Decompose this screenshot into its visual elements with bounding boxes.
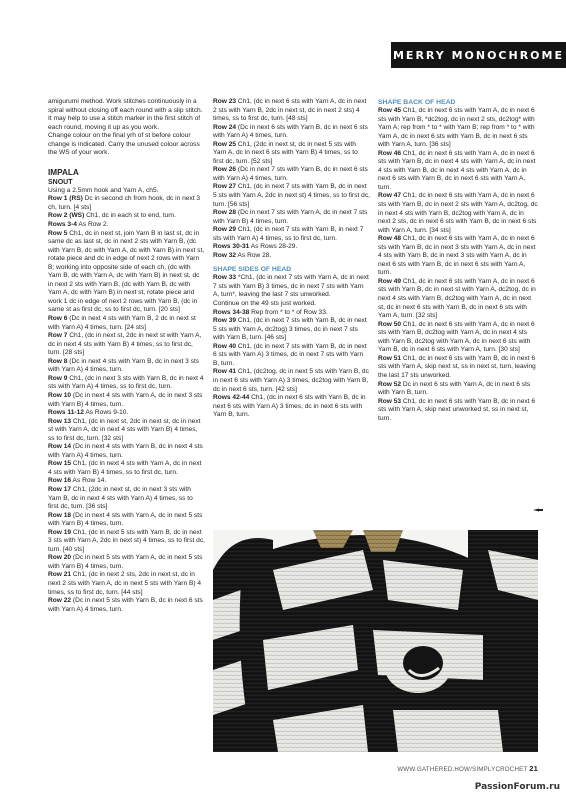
head-rows <box>213 98 370 260</box>
snout-rows <box>48 195 205 614</box>
row-label: Row 45 <box>378 107 402 114</box>
row-text: Ch1, (dc in next 2 sts, 2dc in next st, dc in next 2 sts with Yarn A, dc in next 5 sts with Yarn B) 4 times, ss to first dc, turn. [44 sts] <box>48 571 202 596</box>
row-label: Row 27 <box>213 183 237 191</box>
pattern-row <box>48 571 205 597</box>
row-text: Ch1, dc in next 6 sts with Yarn A, dc in next 6 sts with Yarn B, dc2tog with Yarn A, dc in next 4 sts with Yarn B, dc2tog with Yarn A, dc in next 6 sts with Yarn B, dc in next 6 sts with Yarn A, turn. [30 sts] <box>378 320 535 354</box>
pattern-row <box>48 409 205 418</box>
pattern-row <box>48 529 205 555</box>
row-text: (Dc in next 7 sts with Yarn B, dc in next 6 sts with Yarn A) 4 times, turn. <box>213 166 368 182</box>
pattern-row <box>378 355 538 381</box>
row-label: Row 47 <box>378 192 402 200</box>
row-label: Row 8 <box>48 357 68 365</box>
pattern-row <box>213 343 370 369</box>
row-text: Ch1, dc in next st, join Yarn B in last st, dc in same dc as last st, dc in next 2 sts with Yarn B, (dc with Yarn B, dc with Yarn A, dc with Yarn B) in next st, rotate piece and dc in edge of next 2 rows with Yarn B; working into opposite side of each ch, (dc with Yarn B, dc with Yarn A, dc with Yarn B) in next st, dc in next 2 sts with Yarn B, (dc with Yarn B, dc with Yarn A, dc with Yarn B) in next st, rotate piece and work 1 dc in edge of next 2 rows with Yarn B, (dc in same st as first dc, ss to first dc, turn. [20 sts] <box>48 229 205 314</box>
using-instruction: Using a 2.5mm hook and Yarn A, ch5. <box>48 186 159 194</box>
pattern-row <box>213 252 370 261</box>
row-text: Ch1, dc in next 6 sts with Yarn A, dc in next 6 sts with Yarn B, dc in next 4 sts with Yarn A, dc in next 4 sts with Yarn B, dc in next 4 sts with Yarn A, dc in next 6 sts with Yarn B, dc in next 6 sts with Yarn A, turn. <box>378 149 536 191</box>
row-label: Row 1 (RS) <box>48 195 83 203</box>
row-text: Dc in next 6 sts with Yarn A, dc in next 6 sts with Yarn B, turn. <box>378 380 531 397</box>
row-label: Rows 30-31 <box>213 243 250 251</box>
row-text: As Row 28. <box>236 251 272 259</box>
watermark: PassionForum.ru <box>474 782 560 792</box>
row-text: (Dc in next 7 sts with Yarn A, dc in next 7 sts with Yarn B) 4 times, turn. <box>213 209 368 225</box>
row-label: Rows 11-12 <box>48 409 84 417</box>
pattern-row <box>48 512 205 529</box>
crochet-impala-image <box>213 530 538 752</box>
column-3 <box>378 98 538 423</box>
pattern-row <box>48 392 205 409</box>
row-text: (Dc in next 5 sts with Yarn A, dc in next 5 sts with Yarn B) 4 times, turn. <box>48 554 203 570</box>
pattern-row <box>48 230 205 315</box>
row-label: Row 16 <box>48 477 72 485</box>
pattern-row <box>48 315 205 332</box>
pattern-row <box>213 243 370 252</box>
intro-paragraph-2: Change colour on the final yrh of st before colour change is indicated. Carry the unused colour across the WS of your work. <box>48 132 200 157</box>
pattern-row <box>48 358 205 375</box>
footer-url: WWW.GATHERED.HOW/SIMPLYCROCHET <box>397 766 528 773</box>
row-label: Row 21 <box>48 571 72 579</box>
row-label: Row 49 <box>378 277 402 285</box>
pattern-row <box>213 98 370 124</box>
row-label: Row 14 <box>48 443 72 451</box>
row-text: As Row 2. <box>76 221 109 229</box>
pattern-row <box>213 166 370 183</box>
row-text: Ch1, (dc in next st, 2dc in next st, dc in next st with Yarn A, dc in next 4 sts with Yarn B) 4 times, ss to first dc, turn. [32 sts] <box>48 417 201 442</box>
pattern-row <box>213 309 370 318</box>
row-text: Ch1, dc in next 6 sts with Yarn A, dc in next 6 sts with Yarn B, *dc2tog, dc in next 2 sts, dc2tog* with Yarn A; rep from * to * with Yarn B; rep from * to * with Yarn A, dc in next 6 sts with Yarn B, dc in next 6 sts with Yarn A, turn. [36 sts] <box>378 107 535 149</box>
row-text: Ch1, (dc in next 3 sts with Yarn B, dc in next 4 sts with Yarn A) 4 times, ss to first dc, turn. <box>48 374 204 391</box>
row-label: Row 24 <box>213 123 237 131</box>
row-label: Row 33 <box>213 274 237 282</box>
row-label: Row 15 <box>48 460 72 468</box>
pattern-row <box>48 212 205 221</box>
pattern-row <box>213 317 370 343</box>
row-label: Row 26 <box>213 166 237 174</box>
row-label: Row 6 <box>48 315 68 323</box>
row-label: Row 13 <box>48 417 72 425</box>
row-label: Row 52 <box>378 380 402 388</box>
row-label: Row 17 <box>48 485 72 493</box>
pattern-row <box>213 141 370 167</box>
section-tag: MERRY MONOCHROME <box>391 42 566 68</box>
row-label: Row 32 <box>213 251 237 259</box>
row-label: Row 53 <box>378 397 402 405</box>
page-number: 21 <box>529 764 538 773</box>
header-bar <box>0 0 566 30</box>
row-text: Ch1, (2dc in next st, dc in next 3 sts with Yarn B, dc in next 4 sts with Yarn A) 4 times, ss to first dc, turn. [36 sts] <box>48 485 193 511</box>
snout-title: SNOUT <box>48 178 73 186</box>
row-label: Row 10 <box>48 391 72 399</box>
row-text: As Rows 28-29. <box>249 243 298 251</box>
row-text: Ch1, dc in next 6 sts with Yarn B, dc in next 6 sts with Yarn A, skip next st, ss in next st, turn, leaving the last 17 sts unworked. <box>378 354 536 379</box>
row-label: Row 48 <box>378 235 402 243</box>
row-text: (Dc in next 4 sts with Yarn A, dc in next 3 sts with Yarn B) 4 times, turn. <box>48 391 203 408</box>
row-text: Ch1, (dc in next 7 sts with Yarn B, in next 7 sts with Yarn A) 4 times, ss to first dc, turn. <box>213 226 364 242</box>
pattern-row <box>48 597 205 614</box>
row-text: *Ch1, (dc in next 7 sts with Yarn A, dc in next 7 sts with Yarn B) 3 times, dc in next 7 sts with Yarn A, turn*, leaving the last 7 sts unworked. <box>213 274 369 299</box>
pattern-row <box>213 183 370 209</box>
row-text: Dc in second ch from hook, dc in next 3 ch, turn. [4 sts] <box>48 195 201 211</box>
pattern-row <box>378 398 538 424</box>
row-text: Ch1, dc in each st to end, turn. <box>84 212 176 220</box>
row-label: Row 51 <box>378 354 402 362</box>
row-label: Row 41 <box>213 368 237 376</box>
row-text: (Dc in next 4 sts with Yarn A, dc in next 5 sts with Yarn B) 4 times, turn. <box>48 511 203 528</box>
pattern-row <box>48 554 205 571</box>
pattern-row <box>378 381 538 398</box>
pattern-row <box>378 150 538 193</box>
page-footer <box>397 764 538 773</box>
row-text: As Rows 9-10. <box>83 409 129 417</box>
row-label: Row 23 <box>213 98 237 105</box>
pattern-row <box>213 209 370 226</box>
pattern-row <box>213 274 370 300</box>
row-label: Row 46 <box>378 149 402 157</box>
row-label: Rows 3-4 <box>48 221 77 229</box>
row-label: Row 18 <box>48 511 72 519</box>
row-label: Row 50 <box>378 320 402 328</box>
row-text: (Dc in next 6 sts with Yarn B, dc in next 6 sts with Yarn A) 4 times, turn. <box>213 123 368 140</box>
row-label: Row 22 <box>48 597 72 605</box>
row-text: Ch1, (dc in next 6 sts with Yarn B, dc in next 6 sts with Yarn A) 3 times, dc in next 6 sts with Yarn B, turn. <box>213 394 366 419</box>
pattern-row <box>213 368 370 394</box>
row-label: Row 20 <box>48 554 72 562</box>
pattern-title: IMPALA <box>48 167 79 177</box>
pattern-row <box>48 443 205 460</box>
intro-paragraph: amigurumi method. Work stitches continuously in a spiral without closing off each round with a slip stitch. It may help to use a stitch marker in the first stitch of each round, moving it up as you work. <box>48 98 203 131</box>
pattern-row <box>48 418 205 444</box>
row-text: Rep from * to * of Row 33. <box>249 308 328 316</box>
row-text: Ch1, dc in next 6 sts with Yarn A, dc in next 6 sts with Yarn B, dc in next 2 sts with Yarn A, dc2tog, dc in next 4 sts with Yarn B, dc2tog with Yarn A, dc in next 2 sts, dc in next 6 sts with Yarn B, dc in next 6 sts with Yarn A, turn. [34 sts] <box>378 192 538 234</box>
continue-note: Continue on the 49 sts just worked. <box>213 300 316 308</box>
row-text: Ch1, (dc2tog, dc in next 5 sts with Yarn B, dc in next 6 sts with Yarn A) 3 times, dc2tog with Yarn B, dc in next 6 sts, turn. [42 sts] <box>213 368 369 393</box>
back-rows <box>378 107 538 423</box>
column-2 <box>213 98 370 420</box>
pattern-row <box>48 375 205 392</box>
row-text: (Dc in next 4 sts with Yarn B, dc in next 3 sts with Yarn A) 4 times, turn. <box>48 357 200 374</box>
sides-rows-1 <box>213 274 370 300</box>
back-of-head-title: SHAPE BACK OF HEAD <box>378 99 456 106</box>
pattern-row <box>213 226 370 243</box>
row-text: Ch1, (dc in next 4 sts with Yarn A, dc in next 4 sts with Yarn B) 4 times, ss to first dc, turn. <box>48 460 202 476</box>
pattern-row <box>378 107 538 150</box>
row-text: As Row 14. <box>71 477 107 485</box>
row-text: Ch1, (dc in next st, 2dc in next st with Yarn A, dc in next 4 sts with Yarn B) 4 times, ss to first dc, turn. [28 sts] <box>48 332 202 357</box>
row-label: Rows 34-38 <box>213 308 250 316</box>
pattern-row <box>213 124 370 141</box>
pattern-row <box>378 192 538 235</box>
row-text: Ch1, (dc in next 5 sts with Yarn B, dc in next 3 sts with Yarn A, 2dc in next st) 4 times, ss to first dc, turn. [40 sts] <box>48 528 205 553</box>
row-text: Ch1, dc in next 6 sts with Yarn B, dc in next 6 sts with Yarn A, skip next unworked st, ss in next st, turn. <box>378 397 535 422</box>
sides-of-head-title: SHAPE SIDES OF HEAD <box>213 266 292 274</box>
row-label: Row 7 <box>48 332 68 340</box>
row-text: Ch1, (dc in next 6 sts with Yarn A, dc in next 2 sts with Yarn B, 2dc in next st, dc in next 2 sts) 4 times, ss to first dc, turn. [48 sts] <box>213 98 367 123</box>
pattern-row <box>48 460 205 477</box>
row-text: Ch1, (dc in next 7 sts with Yarn B, dc in next 5 sts with Yarn A, 2dc in next st) 4 times, ss to first dc, turn. [56 sts] <box>213 183 370 208</box>
pattern-row <box>378 321 538 355</box>
pattern-row <box>378 278 538 321</box>
pattern-row <box>48 221 205 230</box>
row-text: Ch1, dc in next 6 sts with Yarn A, dc in next 6 sts with Yarn B, dc in next st with Yarn A, dc2tog, dc in next 4 sts with Yarn B, dc2tog with Yarn A, dc in next st, dc in next 6 sts with Yarn B, dc in next 6 sts with Yarn A, turn. [32 sts] <box>378 277 536 320</box>
row-text: (Dc in next 5 sts with Yarn B, dc in next 6 sts with Yarn A) 4 times, turn. <box>48 597 203 613</box>
row-text: Ch1, dc in next 6 sts with Yarn A, dc in next 6 sts with Yarn B, dc in next 3 sts with Yarn A, dc in next 4 sts with Yarn B, dc in next 3 sts with Yarn A, dc in next 6 sts with Yarn B, dc in next 6 sts with Yarn A, turn. <box>378 235 536 277</box>
row-text: (Dc in next 4 sts with Yarn B, dc in next 4 sts with Yarn A) 4 times, turn. <box>48 443 203 459</box>
row-label: Row 5 <box>48 229 68 237</box>
row-label: Row 25 <box>213 140 237 148</box>
end-mark-icon <box>533 508 543 512</box>
row-label: Row 39 <box>213 317 237 325</box>
row-label: Row 29 <box>213 226 237 234</box>
row-text: (Dc in next 4 sts with Yarn B, 2 dc in next st with Yarn A) 4 times, turn. [24 sts] <box>48 315 196 331</box>
pattern-row <box>48 486 205 512</box>
pattern-row <box>48 195 205 212</box>
pattern-row <box>48 332 205 358</box>
row-label: Rows 42-44 <box>213 394 250 402</box>
row-label: Row 2 (WS) <box>48 212 85 220</box>
row-label: Row 28 <box>213 209 237 217</box>
column-1 <box>48 98 205 614</box>
sides-rows-2 <box>213 309 370 420</box>
row-text: Ch1, (dc in next 7 sts with Yarn B, dc in next 5 sts with Yarn A, dc2tog) 3 times, dc in next 7 sts with Yarn B, turn. [46 sts] <box>213 317 367 342</box>
crochet-photo <box>213 530 538 752</box>
row-label: Row 9 <box>48 374 68 382</box>
row-text: Ch1, (2dc in next st, dc in next 5 sts with Yarn A, dc in next 6 sts with Yarn B) 4 times, ss to first dc, turn. [52 sts] <box>213 140 358 165</box>
row-label: Row 40 <box>213 342 237 350</box>
row-text: Ch1, (dc in next 7 sts with Yarn B, dc in next 6 sts with Yarn A) 3 times, dc in next 7 sts with Yarn B, turn. <box>213 342 367 367</box>
row-label: Row 19 <box>48 528 72 536</box>
pattern-row <box>48 477 205 486</box>
pattern-row <box>378 235 538 278</box>
pattern-row <box>213 394 370 420</box>
